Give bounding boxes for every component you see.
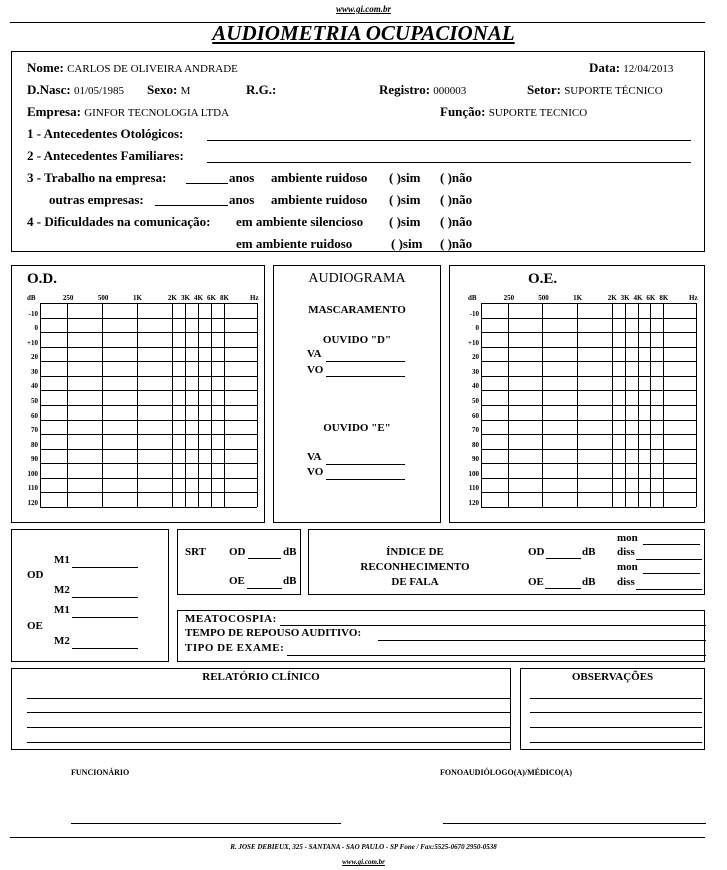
masking-od-m2-line[interactable] xyxy=(72,597,138,598)
observacoes-line-4[interactable] xyxy=(530,742,702,743)
irf-oe-label: OE xyxy=(528,576,544,588)
top-url-link[interactable]: www.gi.com.br xyxy=(336,4,391,14)
irf-oe-line[interactable] xyxy=(545,588,581,589)
tipo-exame-label: TIPO DE EXAME: xyxy=(185,642,285,654)
grid-hline xyxy=(481,318,696,319)
nome-value: CARLOS DE OLIVEIRA ANDRADE xyxy=(67,63,238,75)
grid-hline xyxy=(40,449,257,450)
frequency-label: 8K xyxy=(659,294,669,302)
db-level-label: 100 xyxy=(27,469,38,478)
data-field[interactable] xyxy=(589,60,673,76)
q3b-label: outras empresas: xyxy=(49,192,144,207)
page-title: AUDIOMETRIA OCUPACIONAL xyxy=(212,21,515,45)
funcionario-signature-line[interactable] xyxy=(71,823,341,824)
hz-axis-label: Hz xyxy=(689,294,698,302)
ouvido-e-vo-label: VO xyxy=(307,466,324,478)
observacoes-line-3[interactable] xyxy=(530,727,702,728)
irf-od-label: OD xyxy=(528,546,545,558)
empresa-value: GINFOR TECNOLOGIA LTDA xyxy=(84,107,230,119)
q2-input-line[interactable] xyxy=(207,162,691,163)
footer-address: R. JOSE DEBIEUX, 325 - SANTANA - SAO PAULO - SP Fone / Fax:5525-0670 2950-0538 xyxy=(230,843,497,851)
db-level-label: 20 xyxy=(31,353,38,362)
dnasc-label: D.Nasc: xyxy=(27,82,71,97)
frequency-label: 500 xyxy=(538,294,549,302)
audiograma-title: AUDIOGRAMA xyxy=(308,271,406,286)
ouvido-e-vo-line[interactable] xyxy=(326,479,405,480)
masking-od-m2-label: M2 xyxy=(54,584,70,596)
frequency-label: 250 xyxy=(503,294,515,302)
meatoscopia-line[interactable] xyxy=(280,625,706,626)
db-level-label: 50 xyxy=(472,397,479,405)
db-level-label: -10 xyxy=(469,309,479,318)
irf-od-diss-line[interactable] xyxy=(636,559,702,560)
ouvido-e-va-label: VA xyxy=(307,451,322,463)
frequency-label: 1K xyxy=(132,294,142,302)
grid-hline xyxy=(481,434,696,435)
q1-label: 1 - Antecedentes Otológicos: xyxy=(27,126,184,141)
repouso-label: TEMPO DE REPOUSO AUDITIVO: xyxy=(185,627,362,639)
grid-hline xyxy=(481,390,696,391)
grid-hline xyxy=(481,303,696,304)
frequency-label: 4K xyxy=(633,294,643,302)
frequency-label: 2K xyxy=(167,294,177,302)
hz-axis-label: Hz xyxy=(250,294,259,302)
db-level-label: 70 xyxy=(472,426,479,435)
q1-input-line[interactable] xyxy=(207,140,691,141)
funcao-value: SUPORTE TECNICO xyxy=(488,107,588,119)
grid-hline xyxy=(481,478,696,479)
setor-value: SUPORTE TÉCNICO xyxy=(564,85,663,97)
sexo-label: Sexo: xyxy=(147,82,178,97)
irf-title-line1: ÍNDICE DE xyxy=(386,546,444,558)
frequency-label: 250 xyxy=(62,294,74,302)
ouvido-e-va-line[interactable] xyxy=(326,464,405,465)
oe-title: O.E. xyxy=(528,271,558,287)
db-level-label: 60 xyxy=(31,411,38,420)
footer-divider xyxy=(10,837,705,838)
ouvido-d-label: OUVIDO "D" xyxy=(322,334,392,346)
frequency-label: 3K xyxy=(180,294,190,302)
frequency-label: 6K xyxy=(206,294,216,302)
nome-field[interactable] xyxy=(27,60,238,76)
grid-hline xyxy=(481,332,696,333)
footer-url-link[interactable]: www.gi.com.br xyxy=(342,858,385,866)
srt-oe-line[interactable] xyxy=(247,588,282,589)
grid-hline xyxy=(40,463,257,464)
grid-hline xyxy=(40,405,257,406)
repouso-line[interactable] xyxy=(378,640,706,641)
irf-od-line[interactable] xyxy=(546,558,581,559)
data-label: Data: xyxy=(589,60,621,75)
q2-label: 2 - Antecedentes Familiares: xyxy=(27,148,184,163)
ouvido-d-vo-line[interactable] xyxy=(326,376,405,377)
relatorio-title: RELATÓRIO CLÍNICO xyxy=(202,671,320,683)
fono-label: FONOAUDIÓLOGO(A)/MÉDICO(A) xyxy=(440,768,572,777)
irf-oe-unit: dB xyxy=(582,576,596,588)
masking-oe-m1-label: M1 xyxy=(54,604,70,616)
db-level-label: 80 xyxy=(472,440,479,449)
q4b-nao-checkbox[interactable]: ( )não xyxy=(440,236,473,251)
grid-hline xyxy=(481,376,696,377)
grid-hline xyxy=(40,492,257,493)
frequency-label: 3K xyxy=(620,294,630,302)
irf-oe-diss-label: diss xyxy=(617,576,635,588)
db-level-label: 30 xyxy=(472,367,479,376)
grid-hline xyxy=(481,449,696,450)
data-value: 12/04/2013 xyxy=(623,63,674,75)
masking-od-label: OD xyxy=(27,569,44,581)
fono-signature-line[interactable] xyxy=(443,823,706,824)
setor-label: Setor: xyxy=(527,82,561,97)
grid-hline xyxy=(481,420,696,421)
registro-field[interactable] xyxy=(379,82,466,98)
masking-od-m1-label: M1 xyxy=(54,554,70,566)
q3b-sim-checkbox[interactable]: ( )sim xyxy=(389,192,421,207)
sexo-field[interactable] xyxy=(147,82,190,98)
frequency-label: 4K xyxy=(193,294,203,302)
grid-hline xyxy=(40,434,257,435)
mascaramento-label: MASCARAMENTO xyxy=(308,304,406,316)
sexo-value: M xyxy=(180,85,191,97)
grid-hline xyxy=(481,507,696,508)
observacoes-line-2[interactable] xyxy=(530,712,702,713)
q3b-anos: anos xyxy=(229,192,255,207)
grid-hline xyxy=(40,376,257,377)
grid-vline xyxy=(696,303,697,507)
irf-title-line2: RECONHECIMENTO xyxy=(360,561,470,573)
db-level-label: 40 xyxy=(31,382,38,391)
db-level-label: +10 xyxy=(468,338,479,347)
q3-years-line[interactable] xyxy=(186,183,228,184)
grid-hline xyxy=(481,347,696,348)
irf-oe-mon-label: mon xyxy=(617,561,638,573)
irf-oe-diss-line[interactable] xyxy=(636,589,702,590)
db-level-label: +10 xyxy=(27,338,38,347)
grid-hline xyxy=(40,478,257,479)
srt-od-unit: dB xyxy=(283,546,297,558)
srt-oe-label: OE xyxy=(229,575,245,587)
empresa-field[interactable] xyxy=(27,104,229,120)
funcao-label: Função: xyxy=(440,104,486,119)
q3b-nao-checkbox[interactable]: ( )não xyxy=(440,192,473,207)
ouvido-d-vo-label: VO xyxy=(307,364,324,376)
db-level-label: 40 xyxy=(472,382,479,391)
q3-anos: anos xyxy=(229,170,255,185)
ouvido-d-va-label: VA xyxy=(307,348,322,360)
irf-title-line3: DE FALA xyxy=(391,576,439,588)
od-title: O.D. xyxy=(27,271,57,287)
srt-od-line[interactable] xyxy=(248,558,281,559)
grid-hline xyxy=(481,492,696,493)
irf-od-diss-label: diss xyxy=(617,546,635,558)
db-level-label: 30 xyxy=(31,367,38,376)
db-level-label: -10 xyxy=(28,309,38,318)
relatorio-line-3[interactable] xyxy=(27,727,510,728)
registro-value: 000003 xyxy=(433,85,467,97)
irf-od-mon-label: mon xyxy=(617,532,638,544)
registro-label: Registro: xyxy=(379,82,431,97)
db-level-label: 60 xyxy=(472,411,479,420)
q4a-sim-checkbox[interactable]: ( )sim xyxy=(389,214,421,229)
rg-label: R.G.: xyxy=(246,82,277,97)
masking-od-m1-line[interactable] xyxy=(72,567,138,568)
relatorio-line-2[interactable] xyxy=(27,712,510,713)
q3b-ambiente: ambiente ruidoso xyxy=(271,192,368,207)
db-level-label: 100 xyxy=(468,469,479,478)
irf-od-mon-line[interactable] xyxy=(643,544,700,545)
db-level-label: 110 xyxy=(468,484,479,493)
funcionario-label: FUNCIONÁRIO xyxy=(71,768,130,777)
db-level-label: 0 xyxy=(475,324,479,333)
grid-hline xyxy=(481,361,696,362)
irf-od-unit: dB xyxy=(582,546,596,558)
db-level-label: 70 xyxy=(31,426,38,435)
db-axis-label: dB xyxy=(27,294,36,302)
srt-oe-unit: dB xyxy=(283,575,297,587)
srt-od-label: OD xyxy=(229,546,246,558)
dnasc-field[interactable] xyxy=(27,82,124,98)
masking-oe-m2-line[interactable] xyxy=(72,648,138,649)
q3-nao-checkbox[interactable]: ( )não xyxy=(440,170,473,185)
grid-vline xyxy=(257,303,258,507)
relatorio-line-1[interactable] xyxy=(27,698,510,699)
setor-field[interactable] xyxy=(527,82,663,98)
meatoscopia-label: MEATOCOSPIA: xyxy=(185,613,277,625)
q3-sim-checkbox[interactable]: ( )sim xyxy=(389,170,421,185)
frequency-label: 6K xyxy=(646,294,656,302)
dnasc-value: 01/05/1985 xyxy=(73,85,125,97)
db-level-label: 0 xyxy=(34,324,38,333)
q3-label: 3 - Trabalho na empresa: xyxy=(27,170,167,185)
q3b-years-line[interactable] xyxy=(155,205,228,206)
tipo-exame-line[interactable] xyxy=(287,655,706,656)
grid-hline xyxy=(40,318,257,319)
q4-label: 4 - Dificuldades na comunicação: xyxy=(27,214,211,229)
q4b-sim-checkbox[interactable]: ( )sim xyxy=(391,236,423,251)
q4a-label: em ambiente silencioso xyxy=(236,214,364,229)
db-level-label: 20 xyxy=(472,353,479,362)
grid-hline xyxy=(481,405,696,406)
relatorio-line-4[interactable] xyxy=(27,742,510,743)
irf-oe-mon-line[interactable] xyxy=(643,573,700,574)
masking-oe-m1-line[interactable] xyxy=(72,617,138,618)
frequency-label: 8K xyxy=(220,294,229,302)
q3-ambiente: ambiente ruidoso xyxy=(271,170,368,185)
grid-hline xyxy=(40,303,257,304)
empresa-label: Empresa: xyxy=(27,104,81,119)
grid-hline xyxy=(40,390,257,391)
q4b-label: em ambiente ruidoso xyxy=(236,236,353,251)
masking-oe-m2-label: M2 xyxy=(54,635,70,647)
observacoes-line-1[interactable] xyxy=(530,698,702,699)
db-level-label: 80 xyxy=(31,440,38,449)
db-level-label: 90 xyxy=(472,455,479,464)
grid-hline xyxy=(481,463,696,464)
ouvido-e-label: OUVIDO "E" xyxy=(323,422,391,434)
nome-label: Nome: xyxy=(27,60,64,75)
funcao-field[interactable] xyxy=(440,104,587,120)
ouvido-d-va-line[interactable] xyxy=(326,361,405,362)
grid-hline xyxy=(40,420,257,421)
grid-hline xyxy=(40,361,257,362)
frequency-label: 1K xyxy=(573,294,583,302)
q4a-nao-checkbox[interactable]: ( )não xyxy=(440,214,473,229)
frequency-label: 500 xyxy=(97,294,109,302)
db-level-label: 120 xyxy=(27,499,38,507)
db-level-label: 90 xyxy=(31,455,38,464)
db-level-label: 120 xyxy=(468,499,479,507)
db-axis-label: dB xyxy=(468,294,477,302)
db-level-label: 50 xyxy=(31,397,38,405)
grid-hline xyxy=(40,507,257,508)
rg-field[interactable] xyxy=(246,82,276,98)
observacoes-title: OBSERVAÇÕES xyxy=(571,671,654,683)
masking-oe-label: OE xyxy=(27,620,43,632)
db-level-label: 110 xyxy=(27,484,38,493)
grid-hline xyxy=(40,332,257,333)
frequency-label: 2K xyxy=(607,294,617,302)
masking-box xyxy=(11,529,169,662)
grid-hline xyxy=(40,347,257,348)
srt-label: SRT xyxy=(185,546,207,558)
